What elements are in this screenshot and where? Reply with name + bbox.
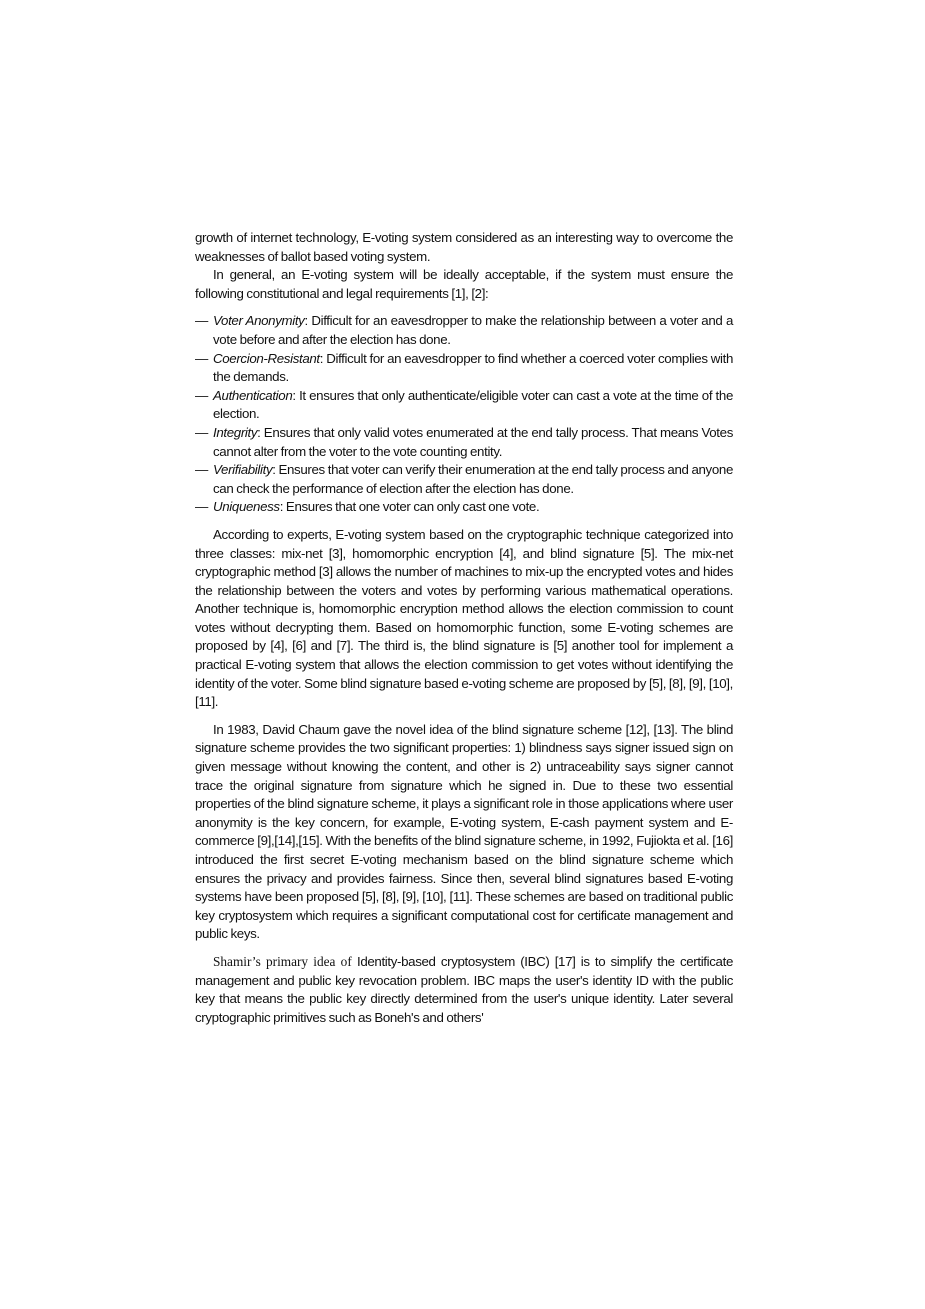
list-item <box>195 312 733 349</box>
list-dash: — <box>195 424 208 440</box>
paragraph-blind-signature: In 1983, David Chaum gave the novel idea of the blind signature scheme [12], [13]. The blind signature scheme provides the two significant properties: 1) blindness says signer issued sign on given message without knowing the content, and other is 2) untraceability says signer cannot trace the original signature from signature which he signed in. Due to these two essential properties of the blind signature scheme, it plays a significant role in those applications where user anonymity is the key concern, for example, E-voting system, E-cash payment system and E-commerce [9],[14],[15]. With the benefits of the blind signature scheme, in 1992, Fujiokta et al. [16] introduced the first secret E-voting mechanism based on the blind signature scheme which ensures the privacy and provides fairness. Since then, several blind signatures based E-voting systems have been proposed [5], [8], [9], [10], [11]. These schemes are based on traditional public key cryptosystem which requires a significant computational cost for certificate management and public keys. <box>195 721 733 942</box>
list-item <box>195 461 733 498</box>
requirement-text: : Ensures that only valid votes enumerated at the end tally process. That means Votes cannot alter from the voter to the vote counting entity. <box>213 424 733 459</box>
requirement-text: : Ensures that one voter can only cast one vote. <box>279 499 540 515</box>
requirement-text: : Ensures that voter can verify their enumeration at the end tally process and anyone can check the performance of election after the election has done. <box>213 462 733 496</box>
requirement-term: Coercion-Resistant <box>213 350 320 366</box>
list-dash: — <box>195 387 208 403</box>
paragraph-intro-continued: growth of internet technology, E-voting system considered as an interesting way to overcome the weaknesses of ballot based voting system. <box>195 230 733 264</box>
requirement-text: : It ensures that only authenticate/eligible voter can cast a vote at the time of the election. <box>213 387 733 422</box>
paragraph-requirements-intro: In general, an E-voting system will be ideally acceptable, if the system must ensure the following constitutional and legal requirements [1], [2]: <box>195 267 733 301</box>
paragraph-lead-serif: Shamir’s primary idea of <box>213 953 357 969</box>
requirement-term: Uniqueness <box>213 499 280 515</box>
requirements-list <box>195 312 733 517</box>
paragraph-cryptographic-techniques: According to experts, E-voting system based on the cryptographic technique categorized into three classes: mix-net [3], homomorphic encryption [4], and blind signature [5]. The mix-net cryptographic method [3] allows the number of machines to mix-up the encrypted votes and hides the relationship between the voters and votes by performing various mathematical operations. Another technique is, homomorphic encryption method allows the election commission to count votes without decrypting them. Based on homomorphic function, some E-voting schemes are proposed by [4], [6] and [7]. The third is, the blind signature is [5] another tool for implement a practical E-voting system that allows the election commission to get votes without identifying the identity of the voter. Some blind signature based e-voting scheme are proposed by [5], [8], [9], [10], [11]. <box>195 526 733 710</box>
requirement-term: Authentication <box>213 387 293 403</box>
paragraph-identity-based <box>195 953 733 1027</box>
list-dash: — <box>195 499 208 515</box>
requirement-term: Integrity <box>213 424 258 440</box>
list-item <box>195 387 733 424</box>
list-dash: — <box>195 313 208 329</box>
requirement-text: : Difficult for an eavesdropper to find whether a coerced voter complies with the demands. <box>213 350 733 385</box>
list-dash: — <box>195 462 208 478</box>
requirement-term: Voter Anonymity <box>213 313 305 329</box>
list-item <box>195 498 733 517</box>
requirement-term: Verifiability <box>213 462 273 478</box>
list-item <box>195 350 733 387</box>
list-dash: — <box>195 350 208 366</box>
list-item <box>195 424 733 461</box>
paragraph-body: Identity-based cryptosystem (IBC) [17] is to simplify the certificate management and public key revocation problem. IBC maps the user's identity ID with the public key that means the public key directly determined from the user's unique identity. Later several cryptographic primitives such as Boneh's and others' <box>195 953 733 1025</box>
paper-page <box>195 229 733 1027</box>
requirement-text: : Difficult for an eavesdropper to make the relationship between a voter and a vote before and after the election has done. <box>213 313 733 347</box>
